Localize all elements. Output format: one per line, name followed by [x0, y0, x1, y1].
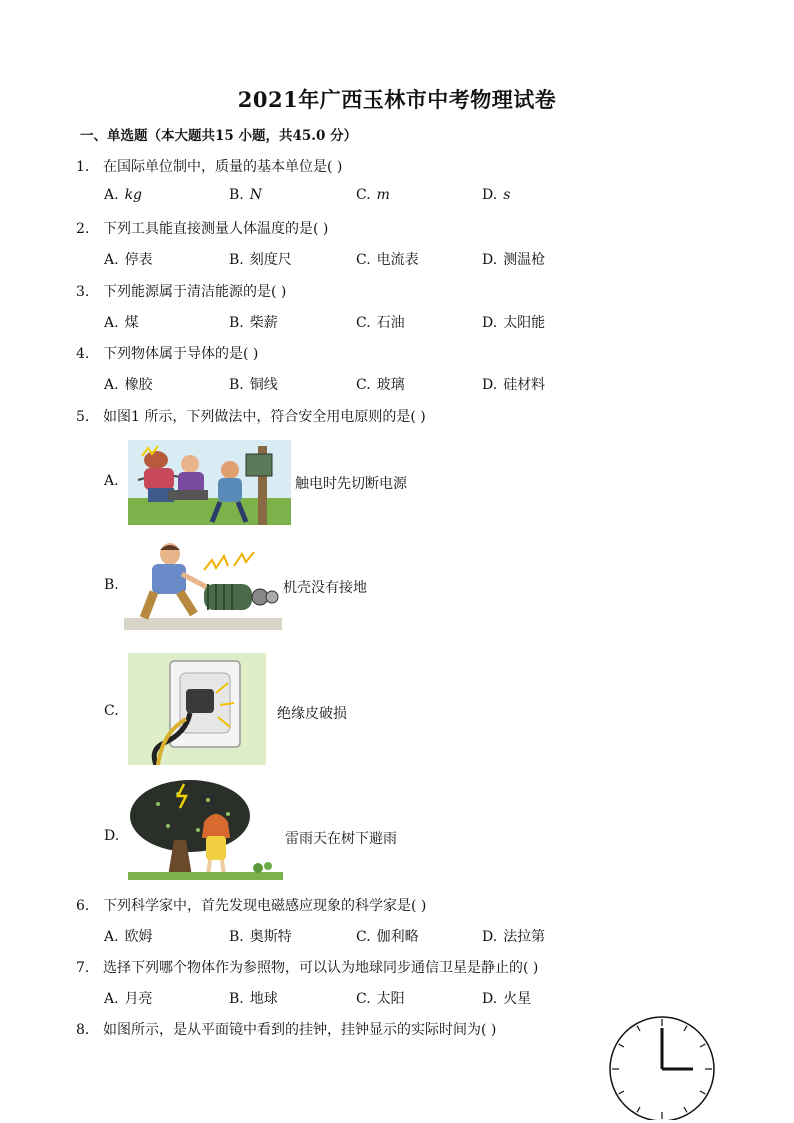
option-a-caption: 触电时先切断电源: [295, 476, 407, 492]
question-text: 下列科学家中，首先发现电磁感应现象的科学家是( ): [103, 898, 427, 914]
question-8: [76, 1019, 496, 1039]
option-a[interactable]: A. kg: [104, 187, 143, 203]
page-title: 2021年广西玉林市中考物理试卷: [237, 87, 557, 112]
question-number: 4.: [76, 346, 90, 362]
option-c[interactable]: C. 玻璃: [356, 377, 405, 393]
question-number: 2.: [76, 221, 90, 237]
option-c-label[interactable]: C.: [104, 703, 119, 719]
option-c[interactable]: C. m: [356, 187, 390, 203]
option-b[interactable]: B. 柴薪: [229, 315, 278, 331]
option-d[interactable]: D. 法拉第: [482, 929, 546, 945]
option-a[interactable]: A. 欧姆: [104, 929, 153, 945]
question-2: [76, 218, 328, 238]
question-text: 下列物体属于导体的是( ): [103, 346, 259, 362]
question-3: [76, 281, 286, 301]
option-c[interactable]: C. 石油: [356, 315, 405, 331]
question-6: [76, 895, 426, 915]
question-text: 下列工具能直接测量人体温度的是( ): [103, 221, 329, 237]
option-d[interactable]: D. 测温枪: [482, 252, 546, 268]
question-5: [76, 406, 426, 426]
option-a[interactable]: A. 煤: [104, 315, 139, 331]
question-1-options: [104, 187, 584, 207]
option-b[interactable]: B. 刻度尺: [229, 252, 292, 268]
damaged-cable-socket-illustration: [128, 653, 266, 765]
mirrored-clock-figure: [607, 1014, 717, 1120]
question-text: 如图所示，是从平面镜中看到的挂钟，挂钟显示的实际时间为( ): [103, 1022, 497, 1038]
question-4: [76, 343, 258, 363]
option-d[interactable]: D. 硅材料: [482, 377, 546, 393]
section-heading: 一、单选题（本大题共15 小题，共45.0 分）: [80, 128, 358, 144]
question-text: 如图1 所示，下列做法中，符合安全用电原则的是( ): [103, 409, 426, 425]
option-c[interactable]: C. 太阳: [356, 991, 405, 1007]
motor-no-ground-illustration: [124, 540, 282, 630]
question-number: 7.: [76, 960, 90, 976]
question-6-options: [104, 926, 584, 946]
question-4-options: [104, 374, 584, 394]
question-7: [76, 957, 538, 977]
option-a[interactable]: A. 停表: [104, 252, 153, 268]
option-b[interactable]: B. N: [229, 187, 262, 203]
option-d-label[interactable]: D.: [104, 828, 120, 844]
question-text: 选择下列哪个物体作为参照物，可以认为地球同步通信卫星是静止的( ): [103, 960, 539, 976]
option-d[interactable]: D. 火星: [482, 991, 532, 1007]
option-b-caption: 机壳没有接地: [283, 580, 367, 596]
option-a[interactable]: A. 橡胶: [104, 377, 153, 393]
option-d[interactable]: D. s: [482, 187, 511, 203]
option-b[interactable]: B. 铜线: [229, 377, 278, 393]
question-text: 下列能源属于清洁能源的是( ): [103, 284, 287, 300]
question-1: [76, 156, 342, 176]
question-7-options: [104, 988, 584, 1008]
question-2-options: [104, 249, 584, 269]
option-c[interactable]: C. 电流表: [356, 252, 419, 268]
question-number: 3.: [76, 284, 90, 300]
option-c[interactable]: C. 伽利略: [356, 929, 419, 945]
option-a-label[interactable]: A.: [104, 473, 119, 489]
option-a[interactable]: A. 月亮: [104, 991, 153, 1007]
question-3-options: [104, 312, 584, 332]
question-number: 8.: [76, 1022, 90, 1038]
question-number: 6.: [76, 898, 90, 914]
option-c-caption: 绝缘皮破损: [277, 706, 347, 722]
electric-shock-rescue-illustration: [128, 440, 291, 525]
option-b[interactable]: B. 地球: [229, 991, 278, 1007]
thunderstorm-tree-illustration: [128, 780, 283, 880]
option-d-caption: 雷雨天在树下避雨: [285, 831, 397, 847]
option-b[interactable]: B. 奥斯特: [229, 929, 292, 945]
question-number: 1.: [76, 159, 90, 175]
option-d[interactable]: D. 太阳能: [482, 315, 546, 331]
question-number: 5.: [76, 409, 90, 425]
question-text: 在国际单位制中，质量的基本单位是( ): [103, 159, 343, 175]
option-b-label[interactable]: B.: [104, 577, 119, 593]
